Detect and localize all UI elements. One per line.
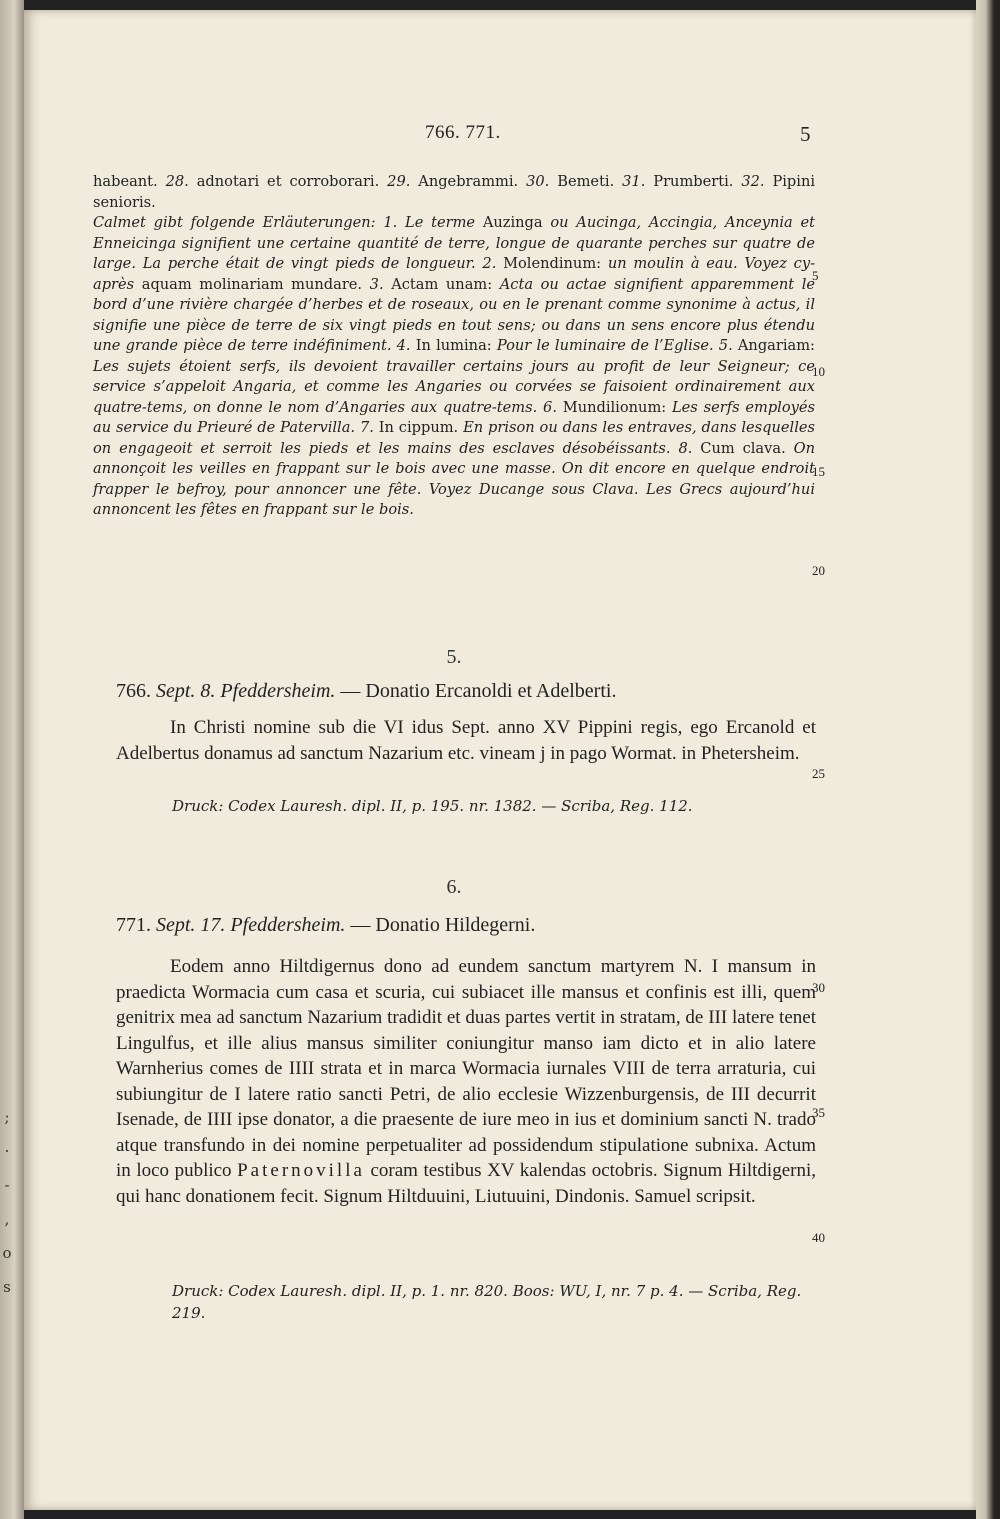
- margin-mark: ;: [4, 1108, 10, 1126]
- page-header: [60, 122, 820, 152]
- charter-text-6: [116, 954, 816, 1209]
- margin-mark: -: [4, 1176, 10, 1194]
- margin-mark: s: [3, 1278, 11, 1296]
- line-number: 25: [812, 766, 825, 781]
- line-number: 30: [812, 980, 825, 995]
- previous-page-marks: [0, 1100, 14, 1304]
- line-number: 40: [812, 1230, 825, 1245]
- charter-heading-5: 766. Sept. 8. Pfeddersheim. — Donatio Ercanoldi et Adelberti.: [116, 680, 617, 702]
- margin-mark: o: [2, 1244, 12, 1262]
- charter-edition-5: Druck: Codex Lauresh. dipl. II, p. 195. nr. 1382. — Scriba, Reg. 112.: [172, 797, 693, 815]
- footnotes-block: [93, 172, 815, 521]
- page-number: 5: [800, 122, 811, 146]
- previous-page-edge: [0, 0, 24, 1519]
- line-number: 10: [812, 364, 825, 379]
- charter-body-5: In Christi nomine sub die VI idus Sept. anno XV Pippini regis, ego Ercanold et Adelbertus donamus ad sanctum Nazarium etc. vineam j in pago Wormat. in Phetersheim.: [116, 717, 816, 764]
- charter-number-5: 5.: [446, 646, 462, 668]
- margin-mark: ,: [4, 1210, 10, 1228]
- charter-text-5: [116, 715, 816, 766]
- page-right-edge: [976, 0, 1000, 1519]
- charter-body-6: Eodem anno Hiltdigernus dono ad eundem sanctum martyrem N. I mansum in praedicta Wormacia cum casa et scuria, cui subiacet ille mansus et confinis est illi, quem genitrix mea ad sanctum Nazarium tradidit et duas partes vertit in stratam, de III latere tenet Lingulfus, et ille alius mansus similiter coniungitur manso iam dicto et in alio latere Warnherius comes de IIII strata et in marca Wormacia iurnales VIII de terra arraturia, cui subiungitur de I latere ratio sancti Petri, de alio ecclesie Wizzenburgensis, de III decurrit Isenade, de IIII ipse donator, a die praesente de iure meo in ius et dominium sancti N. trado atque transfundo in dei nomine perpetualiter ad possidendum stipulatione subnixa. Actum in loco publico Paternovilla coram testibus XV kalendas octobris. Signum Hiltdigerni, qui hanc donationem fecit. Signum Hiltduuini, Liutuuini, Dindonis. Samuel scripsit.: [116, 956, 816, 1207]
- charter-heading-6: 771. Sept. 17. Pfeddersheim. — Donatio Hildegerni.: [116, 914, 536, 936]
- margin-mark: ·: [4, 1142, 10, 1160]
- line-number: 35: [812, 1105, 825, 1120]
- line-number-column: [812, 0, 842, 1519]
- line-number: 5: [812, 268, 819, 283]
- charter-number-6: 6.: [446, 876, 462, 898]
- charter-edition-6: Druck: Codex Lauresh. dipl. II, p. 1. nr. 820. Boos: WU, I, nr. 7 p. 4. — Scriba, Reg. 219.: [172, 1282, 802, 1322]
- line-number: 15: [812, 464, 825, 479]
- running-head: 766. 771.: [425, 122, 501, 143]
- footnotes-text: habeant. 28. adnotari et corroborari. 29. Angebrammi. 30. Bemeti. 31. Prumberti. 32. Pipini senioris. Calmet gibt folgende Erläuterungen: 1. Le terme Auzinga ou Aucinga, Accingia, Anceynia et Enneicinga signifient une certaine quantité de terre, longue de quarante perches sur quatre de large. La perche était de vingt pieds de longueur. 2. Molendinum: un moulin à eau. Voyez cy-après aquam molinariam mundare. 3. Actam unam: Acta ou actae signifient apparemment le bord d’une rivière chargée d’herbes et de roseaux, ou en le prenant comme synonime à actus, il signifie une pièce de terre de six vingt pieds en tout sens; ou dans un sens encore plus étendu une grande pièce de terre indéfiniment. 4. In lumina: Pour le luminaire de l’Eglise. 5. Angariam: Les sujets étoient serfs, ils devoient travailler certains jours au profit de leur Seigneur; ce service s’appeloit Angaria, et comme les Angaries ou corvées se faisoient ordinairement aux quatre-tems, on donne le nom d’Angaries aux quatre-tems. 6. Mundilionum: Les serfs employés au service du Prieuré de Patervilla. 7. In cippum. En prison ou dans les entraves, dans lesquelles on engageoit et serroit les pieds et les mains des esclaves désobéissants. 8. Cum clava. On annonçoit les veilles en frappant sur le bois avec une masse. On dit encore en quelque endroit frapper le befroy, pour annoncer une fête. Voyez Ducange sous Clava. Les Grecs aujourd’hui annoncent les fêtes en frappant sur le bois.: [93, 173, 816, 518]
- line-number: 20: [812, 563, 825, 578]
